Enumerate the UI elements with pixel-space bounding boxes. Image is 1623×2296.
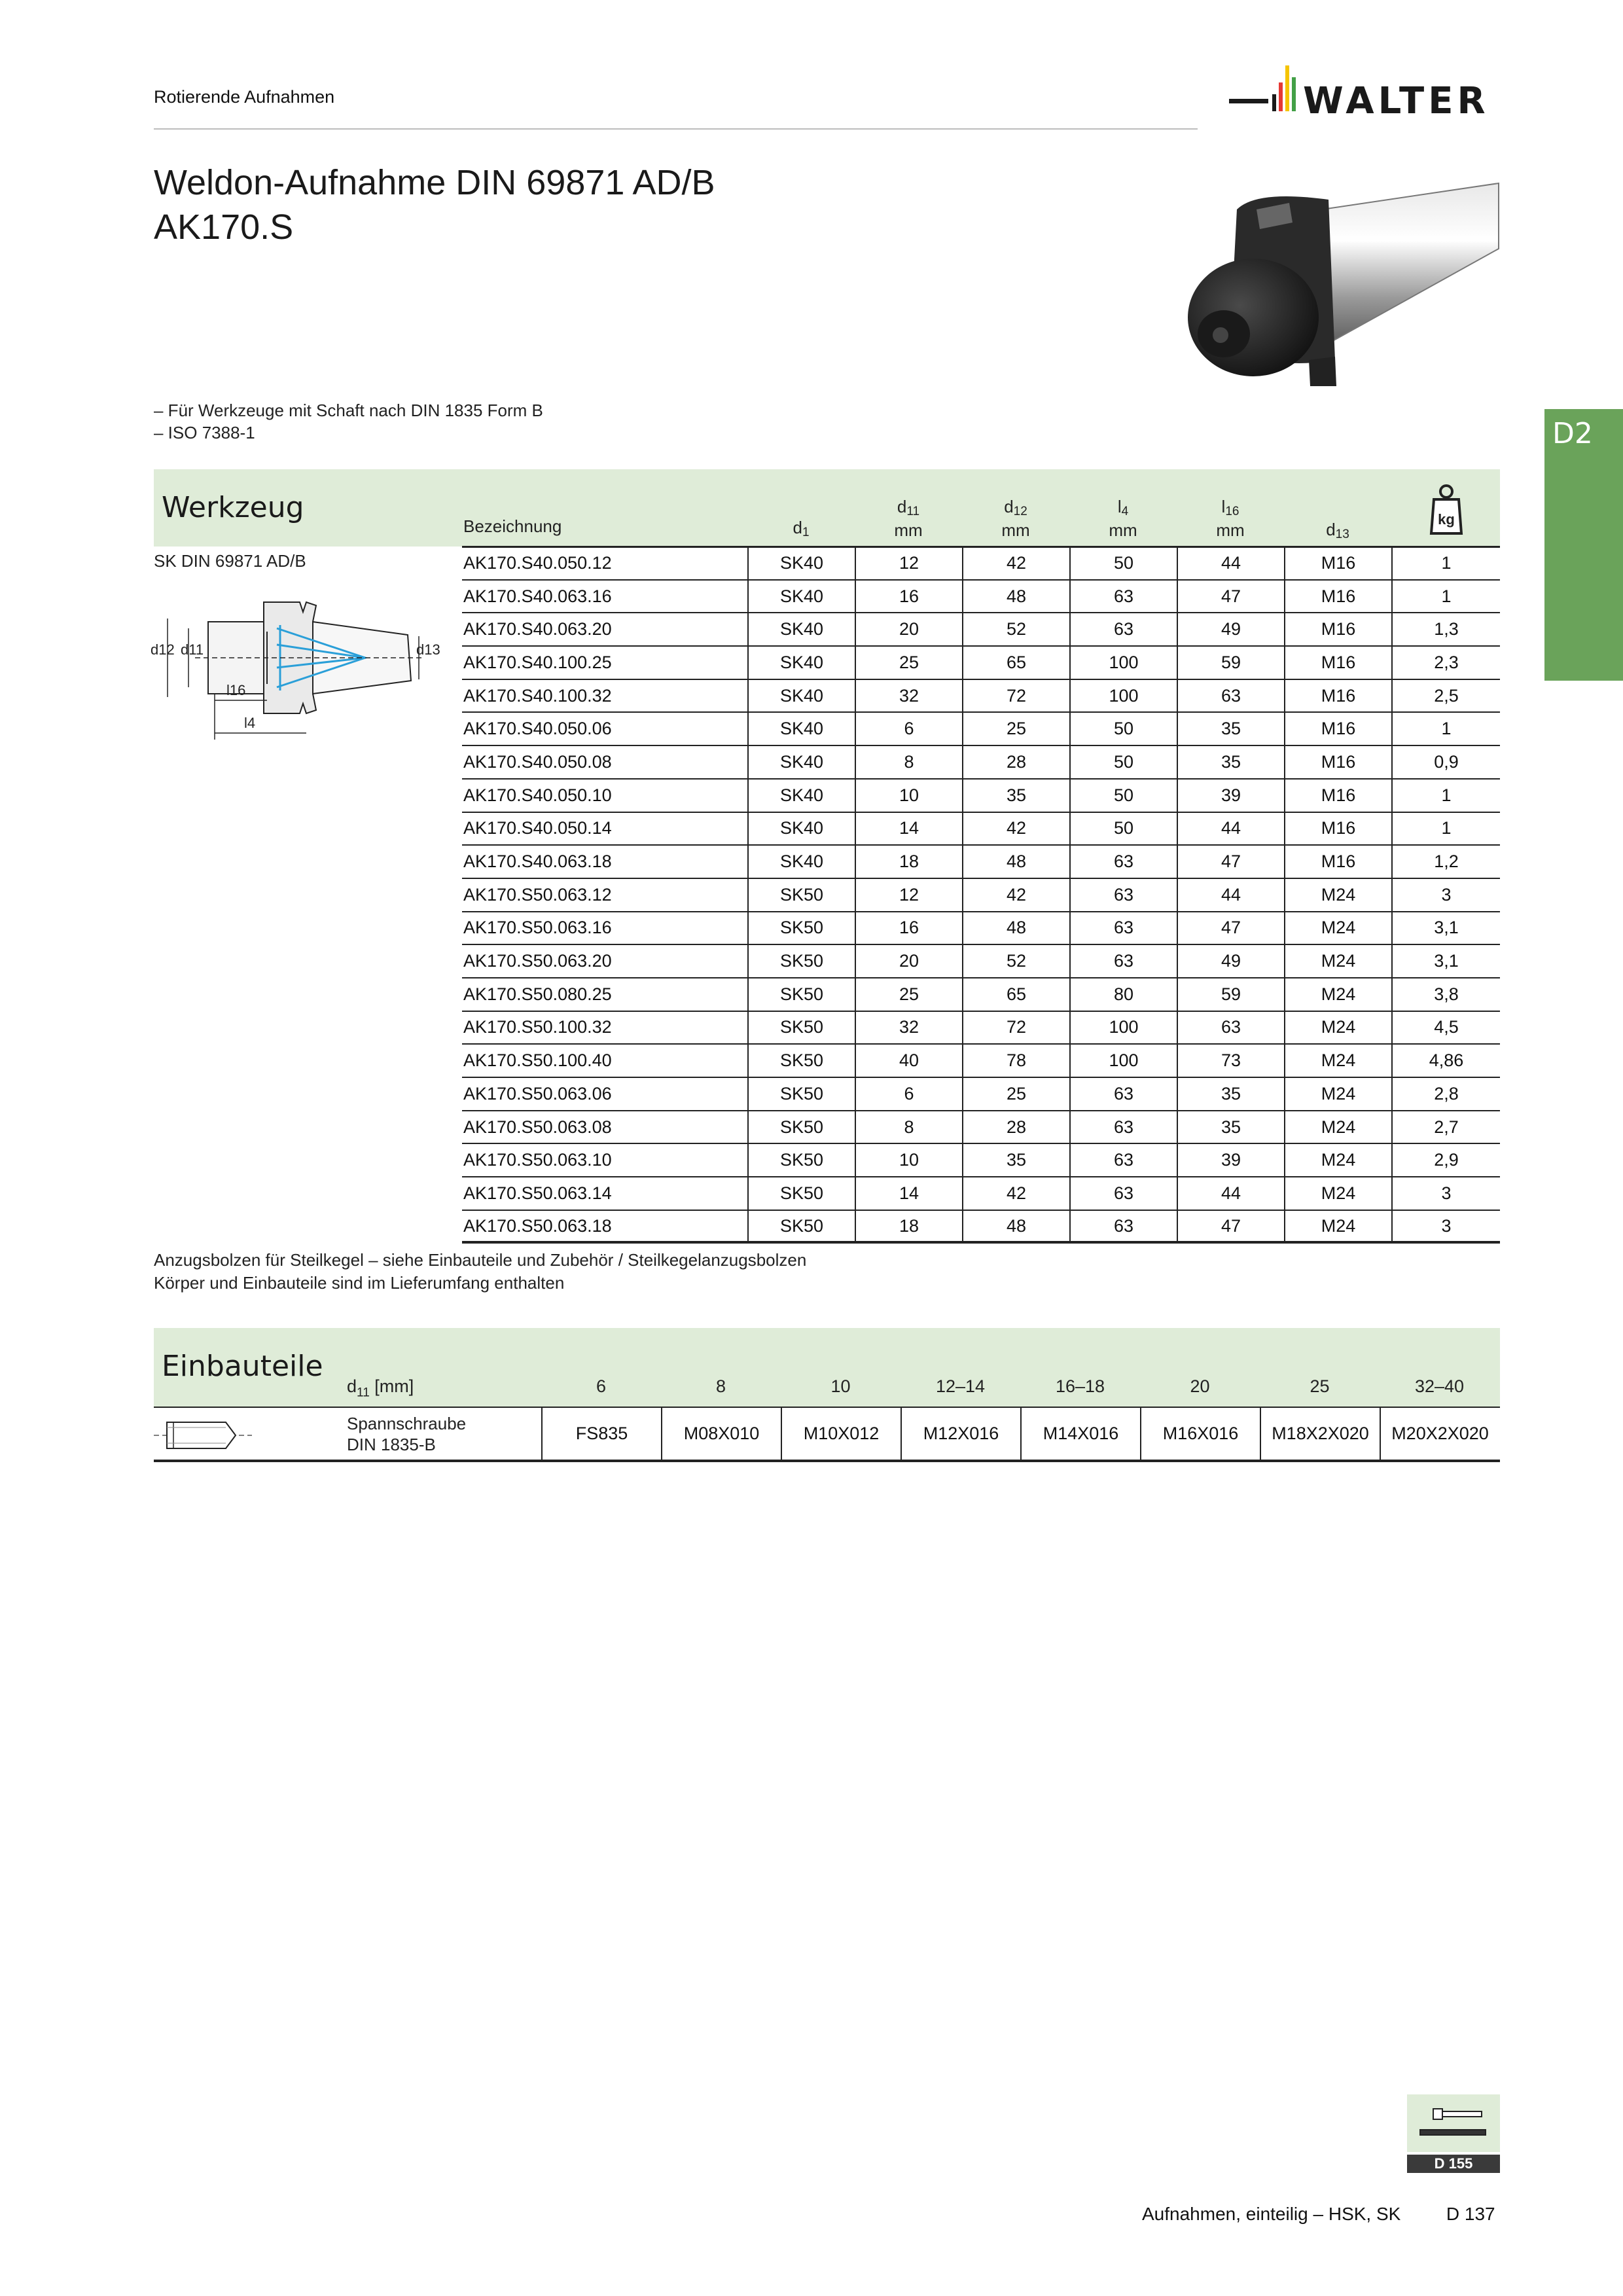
cell-l16: 44 (1177, 547, 1284, 579)
cell-d12: 52 (962, 945, 1069, 977)
cell-d11: 20 (855, 613, 962, 645)
logo-dash (1229, 99, 1268, 103)
cell-d1: SK50 (747, 1144, 855, 1176)
cell-l4: 63 (1069, 945, 1177, 977)
cell-d13: M24 (1284, 978, 1391, 1011)
dim-d13: d13 (416, 641, 440, 658)
size-header: 32–40 (1414, 1376, 1465, 1396)
table-row (462, 581, 1500, 614)
cell-l16: 39 (1177, 780, 1284, 812)
cell-d12: 35 (962, 1144, 1069, 1176)
cell-d12: 42 (962, 813, 1069, 845)
column-header-l4: $l_4$ mm (1109, 497, 1137, 540)
page-title (154, 160, 715, 249)
cell-d12: 42 (962, 879, 1069, 911)
cell-d13: M24 (1284, 1144, 1391, 1176)
cell-l16: 35 (1177, 713, 1284, 745)
cell-weight: 1 (1391, 713, 1500, 745)
cell-l16: 63 (1177, 1012, 1284, 1044)
cell-l16: 59 (1177, 647, 1284, 679)
table-row (462, 547, 1500, 581)
cell-d1: SK40 (747, 813, 855, 845)
cell-weight: 1 (1391, 780, 1500, 812)
cell-l16: 35 (1177, 746, 1284, 778)
cell-l4: 63 (1069, 912, 1177, 944)
cell-bezeichnung: AK170.S40.100.32 (463, 685, 612, 706)
cell-l16: 39 (1177, 1144, 1284, 1176)
cell-l4: 50 (1069, 746, 1177, 778)
table-row (462, 713, 1500, 746)
dim-l4: l4 (244, 715, 256, 731)
cell-l4: 100 (1069, 1012, 1177, 1044)
part-name-line-2: DIN 1835-B (347, 1435, 436, 1454)
footer-section: Aufnahmen, einteilig – HSK, SK (1142, 2204, 1401, 2224)
cell-l16: 44 (1177, 813, 1284, 845)
footnote: Anzugsbolzen für Steilkegel – siehe Einbauteile und Zubehör / Steilkegelanzugsbolzen (154, 1250, 807, 1270)
cell-bezeichnung: AK170.S40.063.20 (463, 619, 612, 639)
cell-d12: 52 (962, 613, 1069, 645)
table-row (462, 613, 1500, 647)
cell-weight: 1 (1391, 813, 1500, 845)
column-header-d13: $d_{13}$ (1326, 520, 1349, 541)
cell-d1: SK40 (747, 613, 855, 645)
logo-bar (1272, 94, 1276, 111)
header-divider (154, 128, 1198, 130)
cell-l16: 49 (1177, 613, 1284, 645)
cell-d1: SK40 (747, 547, 855, 579)
cell-d11: 16 (855, 581, 962, 613)
title-line-2: AK170.S (154, 207, 294, 247)
cell-weight: 0,9 (1391, 746, 1500, 778)
page-footer (1142, 2204, 1495, 2225)
table-footnotes (154, 1249, 806, 1295)
cell-d11: 14 (855, 813, 962, 845)
cell-bezeichnung: AK170.S50.063.20 (463, 951, 612, 971)
cell-weight: 1 (1391, 581, 1500, 613)
cell-l4: 63 (1069, 1144, 1177, 1176)
cell-bezeichnung: AK170.S50.063.16 (463, 918, 612, 938)
cell-l16: 49 (1177, 945, 1284, 977)
cell-bezeichnung: AK170.S50.080.25 (463, 984, 612, 1004)
einbauteile-row (154, 1407, 1500, 1462)
cell-d12: 48 (962, 912, 1069, 944)
cell-d11: 40 (855, 1045, 962, 1077)
footer-page-number: D 137 (1446, 2204, 1495, 2224)
cell-d13: M24 (1284, 945, 1391, 977)
cell-l16: 47 (1177, 581, 1284, 613)
cell-d13: M24 (1284, 1211, 1391, 1242)
size-header: 8 (715, 1376, 726, 1396)
cell-d12: 28 (962, 746, 1069, 778)
cell-l16: 73 (1177, 1045, 1284, 1077)
part-code: FS835 (541, 1408, 661, 1460)
feature-item: – ISO 7388-1 (154, 423, 255, 442)
cell-weight: 1 (1391, 547, 1500, 579)
cell-d11: 12 (855, 879, 962, 911)
cell-bezeichnung: AK170.S40.063.18 (463, 852, 612, 872)
table-row (462, 1012, 1500, 1045)
size-header: 10 (830, 1376, 851, 1396)
cell-l4: 63 (1069, 581, 1177, 613)
column-header-d11: $d_{11}$ mm (894, 497, 923, 540)
cell-d13: M24 (1284, 879, 1391, 911)
cell-d11: 16 (855, 912, 962, 944)
cell-d11: 18 (855, 1211, 962, 1242)
einbauteile-section-title: Einbauteile (162, 1350, 323, 1383)
cell-weight: 2,7 (1391, 1111, 1500, 1143)
column-header-d1: $d_1$ (793, 518, 810, 539)
einbauteile-param-label: $d_{11}$ [mm] (347, 1376, 414, 1400)
cell-d12: 42 (962, 1177, 1069, 1210)
column-header-l16: $l_{16}$ mm (1216, 497, 1245, 540)
table-row (462, 879, 1500, 912)
cell-d12: 72 (962, 1012, 1069, 1044)
cell-d12: 28 (962, 1111, 1069, 1143)
cell-d1: SK40 (747, 780, 855, 812)
cell-weight: 2,8 (1391, 1078, 1500, 1110)
cell-d12: 48 (962, 1211, 1069, 1242)
cell-d1: SK50 (747, 1111, 855, 1143)
cell-d1: SK50 (747, 978, 855, 1011)
title-line-1: Weldon-Aufnahme DIN 69871 AD/B (154, 163, 715, 202)
logo-bar (1285, 65, 1289, 111)
cell-l16: 35 (1177, 1111, 1284, 1143)
size-header: 20 (1190, 1376, 1210, 1396)
cell-d1: SK50 (747, 945, 855, 977)
logo-bar (1292, 77, 1296, 111)
part-code: M12X016 (901, 1408, 1020, 1460)
part-code: M18X2X020 (1260, 1408, 1380, 1460)
cell-weight: 1,2 (1391, 846, 1500, 878)
cell-d13: M16 (1284, 647, 1391, 679)
feature-list (154, 399, 543, 444)
werkzeug-table (462, 547, 1500, 1244)
einbauteile-size-row (541, 1376, 1500, 1400)
cell-d1: SK40 (747, 746, 855, 778)
table-row (462, 746, 1500, 780)
cell-l16: 47 (1177, 912, 1284, 944)
table-row (462, 680, 1500, 713)
running-title: Rotierende Aufnahmen (154, 87, 335, 107)
table-row (462, 1211, 1500, 1244)
table-row (462, 780, 1500, 813)
unit-label: mm (1216, 520, 1245, 540)
set-screw-icon (154, 1416, 252, 1455)
cell-d12: 48 (962, 846, 1069, 878)
table-row (462, 1177, 1500, 1211)
table-row (462, 813, 1500, 846)
cell-l4: 100 (1069, 680, 1177, 712)
cell-weight: 3,1 (1391, 945, 1500, 977)
cell-d11: 25 (855, 647, 962, 679)
cell-bezeichnung: AK170.S50.100.32 (463, 1017, 612, 1037)
cell-d1: SK50 (747, 1177, 855, 1210)
table-row (462, 978, 1500, 1012)
section-tab-label: D2 (1552, 417, 1593, 450)
cell-d1: SK40 (747, 647, 855, 679)
cell-bezeichnung: AK170.S40.063.16 (463, 586, 612, 606)
cell-l4: 63 (1069, 1078, 1177, 1110)
cell-weight: 3 (1391, 1177, 1500, 1210)
cell-d13: M16 (1284, 680, 1391, 712)
cell-d1: SK50 (747, 1045, 855, 1077)
cell-d11: 12 (855, 547, 962, 579)
cell-d13: M16 (1284, 780, 1391, 812)
cell-d13: M16 (1284, 746, 1391, 778)
table-row (462, 1144, 1500, 1177)
cell-d12: 25 (962, 1078, 1069, 1110)
cell-d1: SK50 (747, 1012, 855, 1044)
cell-weight: 3 (1391, 1211, 1500, 1242)
table-row (462, 1045, 1500, 1078)
dim-d11: d11 (181, 641, 204, 658)
cell-d13: M16 (1284, 813, 1391, 845)
cell-bezeichnung: AK170.S50.063.18 (463, 1215, 612, 1236)
cell-bezeichnung: AK170.S50.063.10 (463, 1150, 612, 1170)
tool-dimension-diagram (149, 583, 444, 743)
cell-bezeichnung: AK170.S40.050.06 (463, 719, 612, 739)
table-row (462, 647, 1500, 680)
cell-l4: 50 (1069, 813, 1177, 845)
cell-bezeichnung: AK170.S40.050.08 (463, 751, 612, 772)
cell-weight: 3,1 (1391, 912, 1500, 944)
dim-d12: d12 (151, 641, 175, 658)
cell-weight: 3,8 (1391, 978, 1500, 1011)
cell-d11: 18 (855, 846, 962, 878)
cell-d1: SK40 (747, 581, 855, 613)
cell-weight: 1,3 (1391, 613, 1500, 645)
cell-bezeichnung: AK170.S40.100.25 (463, 652, 612, 672)
logo-wordmark: WALTER (1303, 80, 1489, 122)
cell-d13: M24 (1284, 1177, 1391, 1210)
cell-l4: 100 (1069, 647, 1177, 679)
cell-bezeichnung: AK170.S50.100.40 (463, 1050, 612, 1071)
cell-d12: 78 (962, 1045, 1069, 1077)
cell-d13: M16 (1284, 846, 1391, 878)
cell-weight: 2,9 (1391, 1144, 1500, 1176)
cell-d1: SK40 (747, 713, 855, 745)
dim-l16: l16 (226, 682, 246, 698)
cell-bezeichnung: AK170.S40.050.10 (463, 785, 612, 805)
cell-l16: 63 (1177, 680, 1284, 712)
weight-icon (1429, 482, 1464, 539)
part-code: M16X016 (1140, 1408, 1260, 1460)
table-row (462, 846, 1500, 879)
cell-l4: 80 (1069, 978, 1177, 1011)
part-code: M14X016 (1020, 1408, 1140, 1460)
weight-icon-label: kg (1438, 511, 1455, 528)
cell-d12: 42 (962, 547, 1069, 579)
cell-d12: 35 (962, 780, 1069, 812)
cell-l16: 44 (1177, 1177, 1284, 1210)
cell-weight: 3 (1391, 879, 1500, 911)
column-header-d12: $d_{12}$ mm (1001, 497, 1030, 540)
part-name (347, 1413, 466, 1455)
cell-d11: 20 (855, 945, 962, 977)
cell-d11: 8 (855, 1111, 962, 1143)
size-header: 25 (1310, 1376, 1330, 1396)
cell-d1: SK50 (747, 1211, 855, 1242)
cell-d11: 6 (855, 713, 962, 745)
cell-d12: 25 (962, 713, 1069, 745)
cell-d12: 65 (962, 978, 1069, 1011)
cell-l16: 47 (1177, 846, 1284, 878)
cell-l4: 63 (1069, 879, 1177, 911)
column-header-bezeichnung: Bezeichnung (463, 516, 562, 536)
cell-d13: M24 (1284, 1012, 1391, 1044)
cell-l4: 100 (1069, 1045, 1177, 1077)
cell-d13: M16 (1284, 581, 1391, 613)
cell-d11: 6 (855, 1078, 962, 1110)
cell-l4: 63 (1069, 1111, 1177, 1143)
cell-d1: SK40 (747, 680, 855, 712)
cell-d13: M16 (1284, 613, 1391, 645)
cell-d12: 65 (962, 647, 1069, 679)
cell-d13: M24 (1284, 1045, 1391, 1077)
cell-d1: SK50 (747, 912, 855, 944)
size-header: 12–14 (935, 1376, 986, 1396)
table-row (462, 945, 1500, 978)
cell-d11: 14 (855, 1177, 962, 1210)
part-code: M10X012 (781, 1408, 901, 1460)
cell-d1: SK40 (747, 846, 855, 878)
cell-d13: M16 (1284, 713, 1391, 745)
cell-d1: SK50 (747, 879, 855, 911)
unit-label: mm (894, 520, 923, 540)
cell-weight: 4,86 (1391, 1045, 1500, 1077)
section-tab (1544, 409, 1623, 681)
reference-box (1407, 2094, 1500, 2173)
cell-bezeichnung: AK170.S40.050.14 (463, 818, 612, 838)
cell-bezeichnung: AK170.S50.063.06 (463, 1083, 612, 1103)
cell-bezeichnung: AK170.S50.063.14 (463, 1183, 612, 1203)
part-code: M08X010 (661, 1408, 781, 1460)
cell-l16: 44 (1177, 879, 1284, 911)
cell-d13: M24 (1284, 1078, 1391, 1110)
cell-l4: 63 (1069, 613, 1177, 645)
cell-d13: M24 (1284, 912, 1391, 944)
cell-d12: 48 (962, 581, 1069, 613)
cell-d11: 8 (855, 746, 962, 778)
footnote: Körper und Einbauteile sind im Lieferumfang enthalten (154, 1273, 565, 1293)
cell-bezeichnung: AK170.S50.063.08 (463, 1117, 612, 1137)
unit-label: mm (1001, 520, 1030, 540)
cell-l4: 63 (1069, 1177, 1177, 1210)
cell-weight: 4,5 (1391, 1012, 1500, 1044)
cell-l16: 47 (1177, 1211, 1284, 1242)
cell-bezeichnung: AK170.S50.063.12 (463, 884, 612, 905)
part-name-line-1: Spannschraube (347, 1414, 467, 1433)
cell-bezeichnung: AK170.S40.050.12 (463, 552, 612, 573)
unit-label: mm (1109, 520, 1137, 540)
cell-weight: 2,3 (1391, 647, 1500, 679)
cell-d11: 10 (855, 780, 962, 812)
cell-d11: 25 (855, 978, 962, 1011)
werkzeug-section-title: Werkzeug (162, 491, 304, 524)
cell-l4: 50 (1069, 547, 1177, 579)
cell-l4: 63 (1069, 846, 1177, 878)
reference-box-label: D 155 (1434, 2155, 1473, 2172)
diagram-label: SK DIN 69871 AD/B (154, 551, 306, 571)
cell-l4: 50 (1069, 780, 1177, 812)
cell-d12: 72 (962, 680, 1069, 712)
cell-l4: 50 (1069, 713, 1177, 745)
cell-l4: 63 (1069, 1211, 1177, 1242)
size-header: 6 (596, 1376, 607, 1396)
cell-weight: 2,5 (1391, 680, 1500, 712)
table-row (462, 1111, 1500, 1145)
cell-d13: M24 (1284, 1111, 1391, 1143)
part-code: M20X2X020 (1380, 1408, 1499, 1460)
feature-item: – Für Werkzeuge mit Schaft nach DIN 1835 Form B (154, 401, 543, 420)
cell-l16: 59 (1177, 978, 1284, 1011)
cell-d1: SK50 (747, 1078, 855, 1110)
walter-logo (1229, 60, 1501, 120)
cell-d11: 10 (855, 1144, 962, 1176)
table-row (462, 1078, 1500, 1111)
cell-d11: 32 (855, 1012, 962, 1044)
product-photo (1158, 170, 1505, 406)
size-header: 16–18 (1055, 1376, 1105, 1396)
table-row (462, 912, 1500, 946)
logo-bar (1279, 82, 1283, 111)
cell-l16: 35 (1177, 1078, 1284, 1110)
cell-d13: M16 (1284, 547, 1391, 579)
cell-d11: 32 (855, 680, 962, 712)
